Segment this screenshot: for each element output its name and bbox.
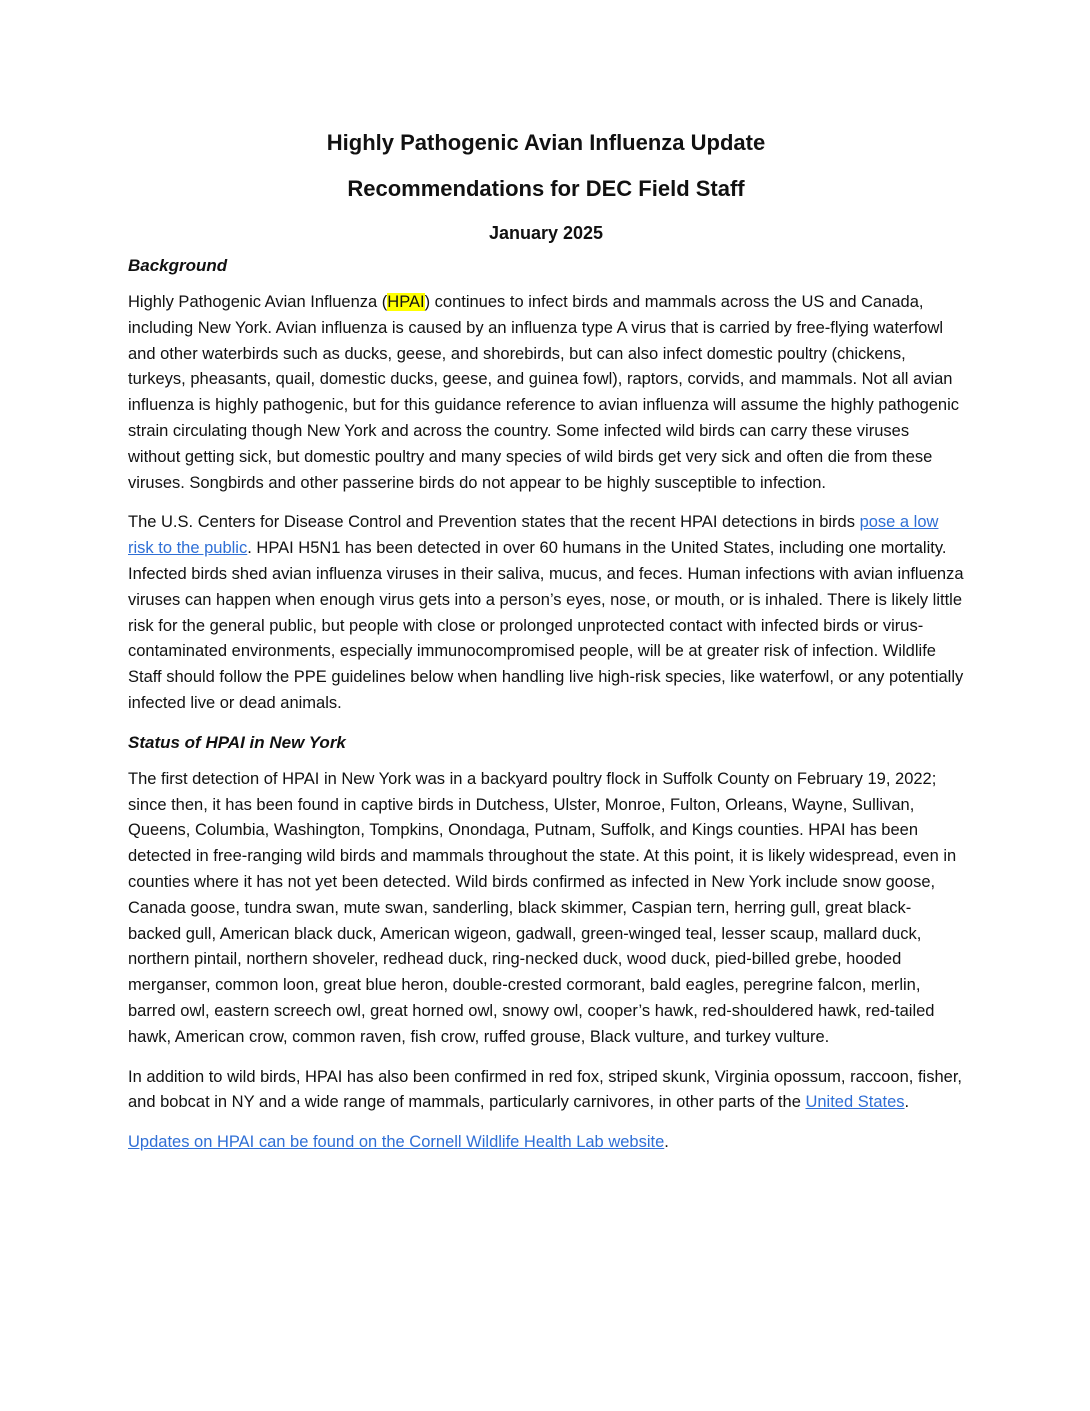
highlighted-term: HPAI [387, 293, 425, 311]
document-title: Highly Pathogenic Avian Influenza Update [326, 130, 766, 155]
paragraph-status-3 [128, 1130, 964, 1156]
paragraph-text: . [904, 1093, 910, 1112]
paragraph-text: . HPAI H5N1 has been detected in over 60 humans in the United States, including one mortality. Infected birds shed avian influenza viruses in their saliva, mucus, and feces. Human infections with avian influenza viruses can happen when enough virus gets into a person’s eyes, nose, or mouth, or is inhaled. There is likely little risk for the general public, but people with close or prolonged unprotected contact with infected birds or virus-contaminated environments, especially immunocompromised people, will be at greater risk of infection. Wildlife Staff should follow the PPE guidelines below when handling live high-risk species, like waterfowl, or any potentially infected live or dead animals. [128, 539, 964, 712]
paragraph-background-2 [128, 510, 964, 716]
document-date: January 2025 [488, 223, 604, 243]
section-heading-status: Status of HPAI in New York [128, 732, 346, 752]
title-block [128, 128, 964, 246]
paragraph-text: The U.S. Centers for Disease Control and Prevention states that the recent HPAI detections in birds [128, 513, 860, 532]
paragraph-text: . [664, 1133, 669, 1152]
paragraph-text: In addition to wild birds, HPAI has also been confirmed in red fox, striped skunk, Virginia opossum, raccoon, fisher, and bobcat in NY and a wide range of mammals, particularly carnivores, in other parts of the [128, 1067, 962, 1112]
link-cornell-wildlife-health-lab[interactable]: Updates on HPAI can be found on the Cornell Wildlife Health Lab website [128, 1133, 665, 1152]
paragraph-background-1 [128, 290, 964, 496]
paragraph-status-2 [128, 1065, 964, 1117]
paragraph-text: ) continues to infect birds and mammals across the US and Canada, including New York. Avian influenza is caused by an influenza type A virus that is carried by free-flying waterfowl and other waterbirds such as ducks, geese, and shorebirds, but can also infect domestic poultry (chickens, turkeys, pheasants, quail, domestic ducks, geese, and guinea fowl), raptors, corvids, and mammals. Not all avian influenza is highly pathogenic, but for this guidance reference to avian influenza will assume the highly pathogenic strain circulating though New York and across the country. Some infected wild birds can carry these viruses without getting sick, but domestic poultry and many species of wild birds get very sick and often die from these viruses. Songbirds and other passerine birds do not appear to be highly susceptible to infection. [128, 293, 960, 492]
link-united-states[interactable]: United States [805, 1093, 905, 1112]
section-heading-background: Background [128, 256, 228, 275]
paragraph-text: Highly Pathogenic Avian Influenza ( [128, 293, 388, 311]
paragraph-status-1: The first detection of HPAI in New York was in a backyard poultry flock in Suffolk County on February 19, 2022; since then, it has been found in captive birds in Dutchess, Ulster, Monroe, Fulton, Orleans, Wayne, Sullivan, Queens, Columbia, Washington, Tompkins, Onondaga, Putnam, Suffolk, and Kings counties. HPAI has been detected in free-ranging wild birds and mammals throughout the state. At this point, it is likely widespread, even in counties where it has not yet been detected. Wild birds confirmed as infected in New York include snow goose, Canada goose, tundra swan, mute swan, sanderling, black skimmer, Caspian tern, herring gull, great black-backed gull, American black duck, American wigeon, gadwall, green-winged teal, lesser scaup, mallard duck, northern pintail, northern shoveler, redhead duck, ring-necked duck, wood duck, pied-billed grebe, hooded merganser, common loon, great blue heron, double-crested cormorant, bald eagles, peregrine falcon, merlin, barred owl, eastern screech owl, great horned owl, snowy owl, cooper’s hawk, red-shouldered hawk, red-tailed hawk, American crow, common raven, fish crow, ruffed grouse, Black vulture, and turkey vulture. [128, 769, 957, 1046]
link-low-risk[interactable]: pose a low risk to the public [128, 513, 939, 558]
document-subtitle: Recommendations for DEC Field Staff [347, 176, 745, 201]
